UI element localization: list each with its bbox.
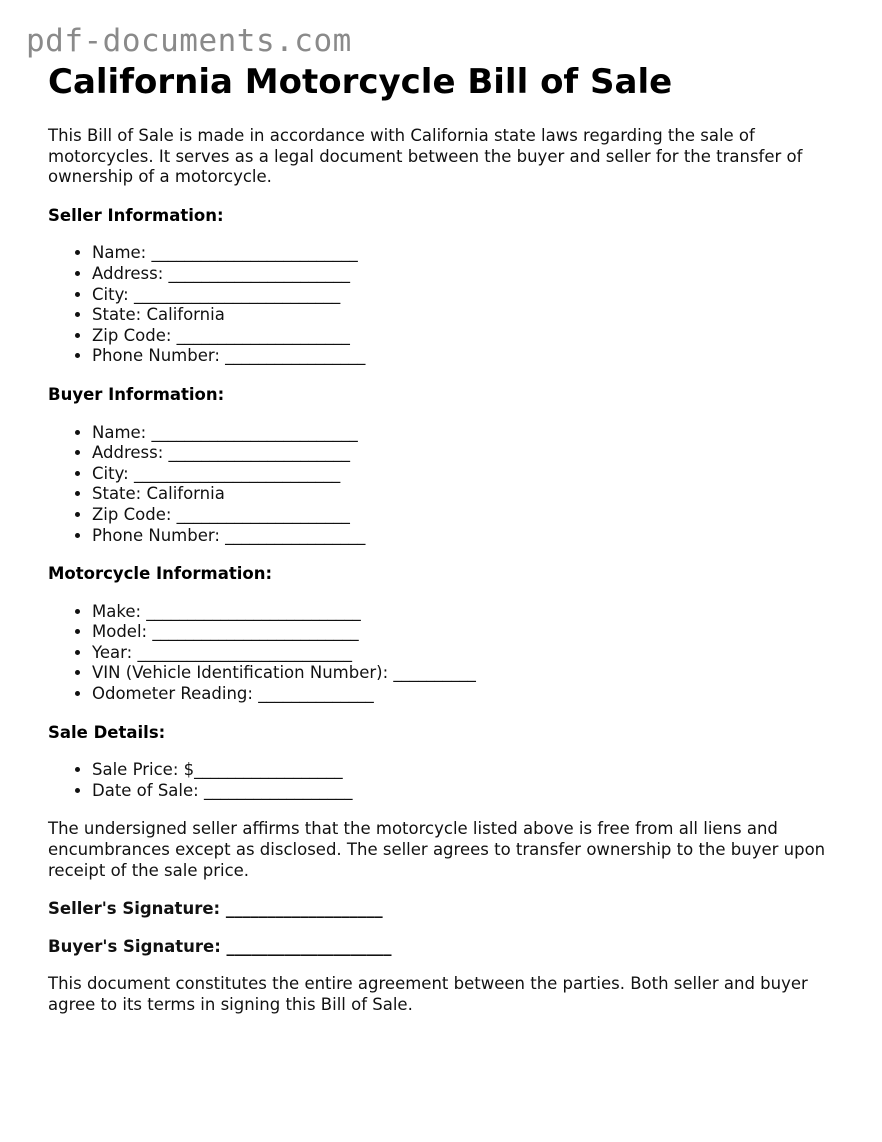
document-body <box>48 62 838 1034</box>
intro-paragraph: This Bill of Sale is made in accordance with California state laws regarding the sale of motorcycles. It serves as a legal document between the buyer and seller for the transfer of ownership of a motorcycle. <box>48 126 803 187</box>
seller-city-field: • City: _________________________ <box>92 285 838 306</box>
affirmation-paragraph: The undersigned seller affirms that the motorcycle listed above is free from all liens and encumbrances except as disclosed. The seller agrees to transfer ownership to the buyer upon receipt of the sale price. <box>48 819 826 880</box>
seller-state-field: • State: California <box>92 305 838 326</box>
buyer-phone-field: • Phone Number: _________________ <box>92 526 838 547</box>
motorcycle-vin-field: • VIN (Vehicle Identification Number): __________ <box>92 663 838 684</box>
buyer-city-field: • City: _________________________ <box>92 464 838 485</box>
motorcycle-info-list <box>48 602 838 705</box>
buyer-name-field: • Name: _________________________ <box>92 423 838 444</box>
seller-zip-field: • Zip Code: _____________________ <box>92 326 838 347</box>
buyer-zip-field: • Zip Code: _____________________ <box>92 505 838 526</box>
motorcycle-year-field: • Year: __________________________ <box>92 643 838 664</box>
motorcycle-model-field: • Model: _________________________ <box>92 622 838 643</box>
buyer-signature-line: Buyer's Signature: ____________________ <box>48 936 392 956</box>
watermark: pdf-documents.com <box>26 23 352 59</box>
seller-info-heading: Seller Information: <box>48 205 224 225</box>
closing-paragraph: This document constitutes the entire agreement between the parties. Both seller and buyer agree to its terms in signing this Bill of Sale. <box>48 974 808 1014</box>
sale-details-list <box>48 760 838 801</box>
buyer-address-field: • Address: ______________________ <box>92 443 838 464</box>
seller-phone-field: • Phone Number: _________________ <box>92 346 838 367</box>
motorcycle-make-field: • Make: __________________________ <box>92 602 838 623</box>
seller-address-field: • Address: ______________________ <box>92 264 838 285</box>
buyer-info-heading: Buyer Information: <box>48 384 225 404</box>
motorcycle-info-heading: Motorcycle Information: <box>48 564 273 584</box>
sale-details-heading: Sale Details: <box>48 722 166 742</box>
buyer-state-field: • State: California <box>92 484 838 505</box>
seller-signature-line: Seller's Signature: ___________________ <box>48 899 383 919</box>
seller-info-list <box>48 243 838 367</box>
motorcycle-odometer-field: • Odometer Reading: ______________ <box>92 684 838 705</box>
seller-name-field: • Name: _________________________ <box>92 243 838 264</box>
page-title: California Motorcycle Bill of Sale <box>48 62 673 102</box>
sale-price-field: • Sale Price: $__________________ <box>92 760 838 781</box>
sale-date-field: • Date of Sale: __________________ <box>92 781 838 802</box>
buyer-info-list <box>48 423 838 547</box>
